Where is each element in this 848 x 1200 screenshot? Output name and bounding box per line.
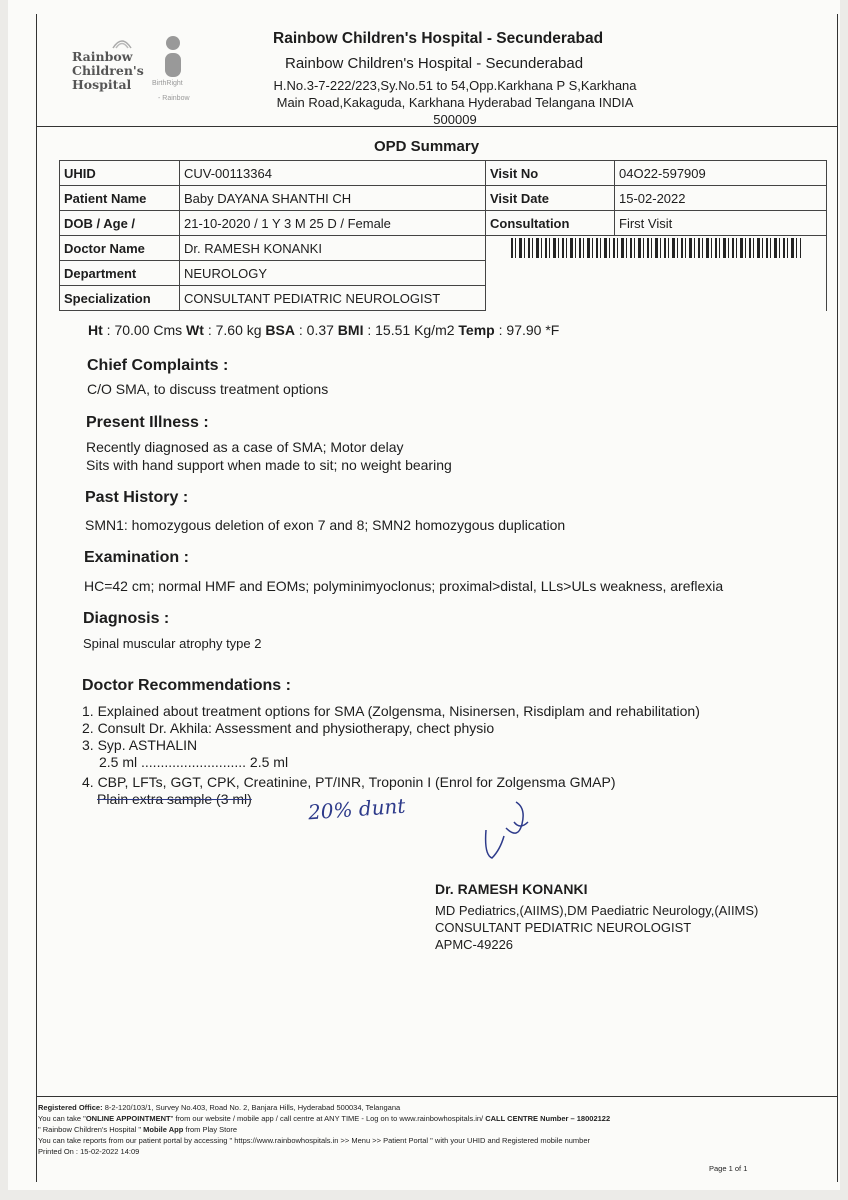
doctor-name-label: Doctor Name <box>60 236 180 261</box>
present-illness-line-2: Sits with hand support when made to sit; no weight bearing <box>86 457 452 473</box>
diagnosis-text: Spinal muscular atrophy type 2 <box>83 636 262 651</box>
table-row <box>60 161 827 186</box>
present-illness-heading: Present Illness : <box>86 414 209 431</box>
signature-registration: APMC-49226 <box>435 937 514 952</box>
dob-label: DOB / Age / <box>60 211 180 236</box>
footer-registered-office <box>38 1102 610 1113</box>
footer-app-b: Mobile App <box>143 1125 184 1134</box>
table-row <box>60 186 827 211</box>
specialization-label: Specialization <box>60 286 180 311</box>
department-label: Department <box>60 261 180 286</box>
temp-value: : 97.90 *F <box>498 322 560 338</box>
signature-designation: CONSULTANT PEDIATRIC NEUROLOGIST <box>435 920 692 935</box>
examination-text: HC=42 cm; normal HMF and EOMs; polyminimyoclonus; proximal>distal, LLs>ULs weakness, areflexia <box>84 578 724 594</box>
patient-name-value: Baby DAYANA SHANTHI CH <box>180 186 486 211</box>
bmi-label: BMI <box>337 322 364 338</box>
footer-appt-c: " from our website / mobile app / call centre at ANY TIME - Log on to www.rainbowhospitals.in/ <box>170 1114 484 1123</box>
logo-word-hospital: Hospital <box>72 77 132 92</box>
barcode <box>511 238 801 258</box>
logo-word-rainbow: Rainbow <box>72 49 133 64</box>
visit-date-value: 15-02-2022 <box>615 186 827 211</box>
visit-no-label: Visit No <box>486 161 615 186</box>
consultation-label: Consultation <box>486 211 615 236</box>
examination-heading: Examination : <box>84 549 189 566</box>
present-illness-line-1: Recently diagnosed as a case of SMA; Motor delay <box>86 439 404 455</box>
chief-complaints-text: C/O SMA, to discuss treatment options <box>87 381 329 397</box>
doctor-signature <box>478 800 548 865</box>
specialization-value: CONSULTANT PEDIATRIC NEUROLOGIST <box>180 286 486 311</box>
footer-call-centre: CALL CENTRE Number – 18002122 <box>485 1114 611 1123</box>
footer-appt-b: ONLINE APPOINTMENT <box>85 1114 171 1123</box>
vitals-line <box>88 322 559 338</box>
dob-value: 21-10-2020 / 1 Y 3 M 25 D / Female <box>180 211 486 236</box>
logo-word-childrens: Children's <box>72 63 144 78</box>
footer-office-address: 8-2-120/103/1, Survey No.403, Road No. 2, Banjara Hills, Hyderabad 500034, Telangana <box>104 1103 401 1112</box>
recommendations-heading: Doctor Recommendations : <box>82 677 291 694</box>
footer <box>38 1102 610 1157</box>
table-row <box>60 211 827 236</box>
barcode-cell <box>486 236 827 311</box>
consultation-value: First Visit <box>615 211 827 236</box>
uhid-value: CUV-00113364 <box>180 161 486 186</box>
visit-no-value: 04O22-597909 <box>615 161 827 186</box>
signature-doctor-name: Dr. RAMESH KONANKI <box>435 881 588 897</box>
department-value: NEUROLOGY <box>180 261 486 286</box>
address-line-3: 500009 <box>433 112 477 127</box>
birthright-icon <box>160 34 186 80</box>
address-line-1: H.No.3-7-222/223,Sy.No.51 to 54,Opp.Karkhana P S,Karkhana <box>273 78 637 93</box>
recommendation-item-1: 1. Explained about treatment options for SMA (Zolgensma, Nisinersen, Risdiplam and rehabilitation) <box>82 703 700 719</box>
patient-info-table <box>59 160 827 311</box>
header-divider <box>36 126 838 127</box>
summary-title: OPD Summary <box>374 138 480 155</box>
diagnosis-heading: Diagnosis : <box>83 610 170 627</box>
bsa-label: BSA <box>265 322 295 338</box>
logo-sub-birthright: BirthRight <box>152 80 183 87</box>
bmi-value: : 15.51 Kg/m2 <box>367 322 455 338</box>
footer-divider <box>36 1096 838 1097</box>
signature-qualification: MD Pediatrics,(AIIMS),DM Paediatric Neurology,(AIIMS) <box>435 903 759 918</box>
footer-appointment-line <box>38 1113 610 1124</box>
hospital-subtitle: Rainbow Children's Hospital - Secunderabad <box>285 55 584 72</box>
recommendation-item-4-sub: Plain extra sample (3 ml) <box>97 791 252 807</box>
past-history-text: SMN1: homozygous deletion of exon 7 and 8; SMN2 homozygous duplication <box>85 517 566 533</box>
rainbow-icon <box>110 34 134 50</box>
height-label: Ht <box>88 322 103 338</box>
hospital-address <box>250 77 660 128</box>
uhid-label: UHID <box>60 161 180 186</box>
recommendation-item-4: 4. CBP, LFTs, GGT, CPK, Creatinine, PT/INR, Troponin I (Enrol for Zolgensma GMAP) <box>82 774 616 790</box>
doctor-name-value: Dr. RAMESH KONANKI <box>180 236 486 261</box>
footer-portal-line: You can take reports from our patient portal by accessing " https://www.rainbowhospitals.in >> Menu >> Patient Portal " with your UHID and Registered mobile number <box>38 1136 590 1145</box>
patient-name-label: Patient Name <box>60 186 180 211</box>
weight-value: : 7.60 kg <box>207 322 262 338</box>
footer-office-label: Registered Office: <box>38 1103 103 1112</box>
page-number: Page 1 of 1 <box>709 1164 748 1173</box>
bsa-value: : 0.37 <box>298 322 334 338</box>
handwritten-note: 20% dunt <box>307 793 407 825</box>
address-line-2: Main Road,Kakaguda, Karkhana Hyderabad Telangana INDIA <box>276 95 634 110</box>
table-row <box>60 236 827 261</box>
footer-app-c: from Play Store <box>185 1125 238 1134</box>
height-value: : 70.00 Cms <box>106 322 183 338</box>
hospital-title: Rainbow Children's Hospital - Secunderabad <box>273 30 604 47</box>
footer-app-a: " Rainbow Children's Hospital " <box>38 1125 142 1134</box>
recommendation-item-2: 2. Consult Dr. Akhila: Assessment and physiotherapy, chect physio <box>82 720 495 736</box>
recommendation-item-3-dose: 2.5 ml ........................... 2.5 ml <box>99 754 289 770</box>
past-history-heading: Past History : <box>85 489 189 506</box>
footer-mobile-app-line <box>38 1124 610 1135</box>
weight-label: Wt <box>186 322 204 338</box>
temp-label: Temp <box>458 322 495 338</box>
footer-appt-a: You can take " <box>38 1114 86 1123</box>
recommendation-item-3: 3. Syp. ASTHALIN <box>82 737 198 753</box>
footer-printed-on: Printed On : 15-02-2022 14:09 <box>38 1147 140 1156</box>
logo-sub-rainbow: - Rainbow <box>158 95 190 102</box>
chief-complaints-heading: Chief Complaints : <box>87 357 229 374</box>
visit-date-label: Visit Date <box>486 186 615 211</box>
